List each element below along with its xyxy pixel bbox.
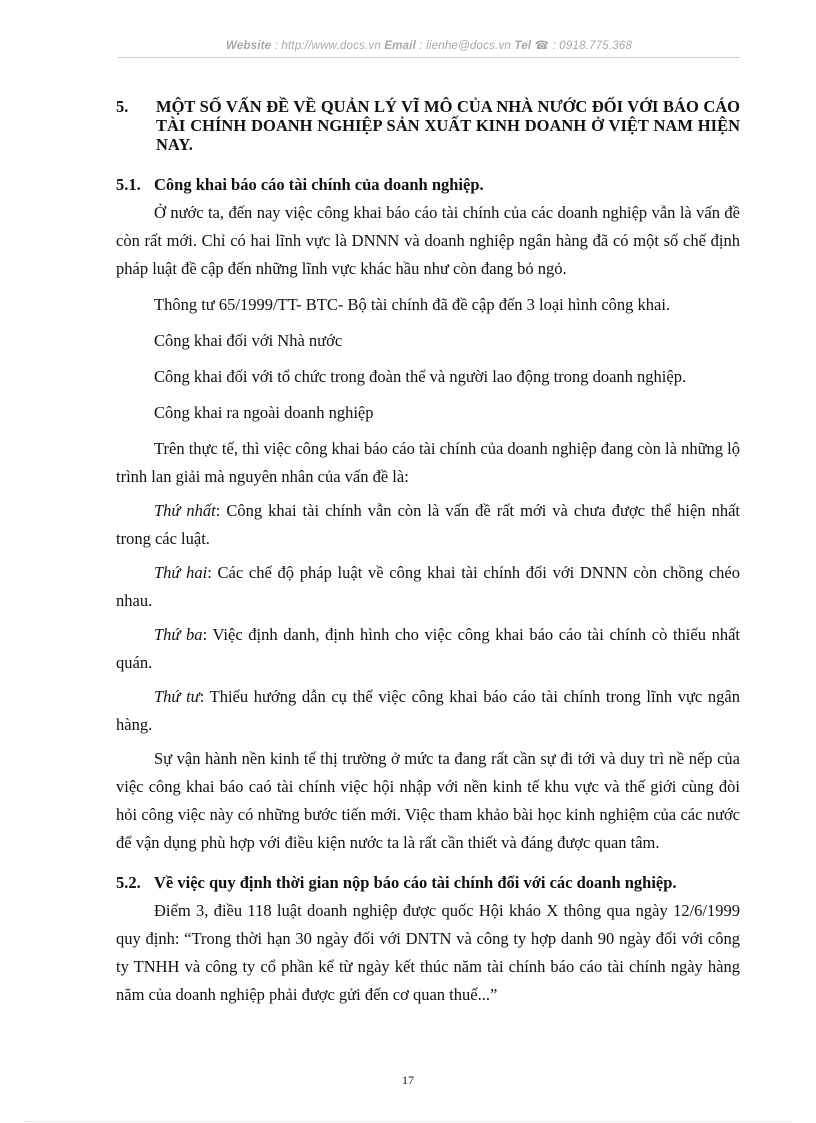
paragraph: Thông tư 65/1999/TT- BTC- Bộ tài chính đã đề cập đến 3 loại hình công khai.	[154, 295, 671, 314]
tel-value: ☎ : 0918.775.368	[531, 40, 633, 52]
website-value: : http://www.docs.vn	[271, 40, 385, 52]
list-item: Công khai đối với Nhà nước	[154, 331, 343, 350]
tel-label: Tel	[514, 40, 532, 52]
reason-paragraph	[116, 621, 740, 677]
reason-paragraph	[116, 683, 740, 739]
subsection-1-title: Công khai báo cáo tài chính của doanh nghiệp.	[154, 175, 484, 194]
paragraph: Sự vận hành nền kinh tế thị trường ở mức ta đang rất cần sự đi tới và duy trì nề nếp của việc công khai báo caó tài chính việc hội nhập với nền kinh tế khu vực và thế giới cùng đòi hỏi công việc này có những bước tiến mới. Việc tham khảo bài học kinh nghiệm của các nước để vận dụng phù hợp với điều kiện nước ta là rất cần thiết và đáng được quan tâm.	[116, 749, 740, 852]
reason-text: : Các chế độ pháp luật về công khai tài chính đối với DNNN còn chồng chéo nhau.	[116, 563, 740, 610]
reason-lead: Thứ tư	[154, 687, 200, 706]
page-header	[118, 38, 740, 52]
subsection-2-title: Về việc quy định thời gian nộp báo cáo tài chính đối với các doanh nghiệp.	[154, 873, 677, 892]
email-label: Email	[384, 40, 416, 52]
section-number: 5.	[116, 97, 129, 116]
reason-paragraph	[116, 559, 740, 615]
reason-text: : Việc định danh, định hình cho việc công khai báo cáo tài chính cò thiếu nhất quán.	[116, 625, 740, 672]
subsection-2-heading	[116, 869, 740, 897]
header-divider	[118, 57, 740, 58]
website-label: Website	[225, 40, 272, 52]
document-body	[116, 97, 740, 1009]
page-number: 17	[402, 1073, 414, 1087]
email-value: : lienhe@docs.vn	[416, 40, 515, 52]
subsection-2-number: 5.2.	[116, 873, 141, 892]
subsection-1-heading	[116, 171, 740, 199]
reason-text: : Thiếu hướng dẫn cụ thể việc công khai báo cáo tài chính trong lĩnh vực ngân hàng.	[116, 687, 740, 734]
subsection-1-number: 5.1.	[116, 175, 141, 194]
section-title: MỘT SỐ VẤN ĐỀ VỀ QUẢN LÝ VĨ MÔ CỦA NHÀ NƯỚC ĐỐI VỚI BÁO CÁO TÀI CHÍNH DOANH NGHIỆP SẢN XUẤT KINH DOANH Ở VIỆT NAM HIỆN NAY.	[156, 97, 740, 154]
paragraph: Điểm 3, điều 118 luật doanh nghiệp được quốc Hội kháo X thông qua ngày 12/6/1999 quy định: “Trong thời hạn 30 ngày đối với DNTN và công ty hợp danh 90 ngày đối với công ty TNHH và công ty cổ phần kể từ ngày kết thúc năm tài chính báo cáo tài chính ngày hàng năm của doanh nghiệp phải được gửi đến cơ quan thuế...”	[116, 901, 740, 1004]
reason-paragraph	[116, 497, 740, 553]
reason-text: : Công khai tài chính vẫn còn là vấn đề rất mới và chưa được thể hiện nhất trong các luật.	[116, 501, 740, 548]
reason-lead: Thứ ba	[154, 625, 203, 644]
list-item: Công khai ra ngoài doanh nghiệp	[154, 403, 374, 422]
reason-lead: Thứ nhất	[154, 501, 216, 520]
paragraph: Ở nước ta, đến nay việc công khai báo cáo tài chính của các doanh nghiệp vẫn là vấn đề còn rất mới. Chỉ có hai lĩnh vực là DNNN và doanh nghiệp ngân hàng đã có một số chế định pháp luật đề cập đến những lĩnh vực khác hầu như còn đang bỏ ngỏ.	[116, 203, 740, 278]
list-item: Công khai đối với tổ chức trong đoàn thể và người lao động trong doanh nghiệp.	[154, 367, 687, 386]
footer-divider	[24, 1121, 792, 1122]
section-heading	[116, 97, 740, 154]
paragraph: Trên thực tế, thì việc công khai báo cáo tài chính của doanh nghiệp đang còn là những lộ trình lan giải mà nguyên nhân của vấn đề là:	[116, 439, 740, 486]
reason-lead: Thứ hai	[154, 563, 208, 582]
